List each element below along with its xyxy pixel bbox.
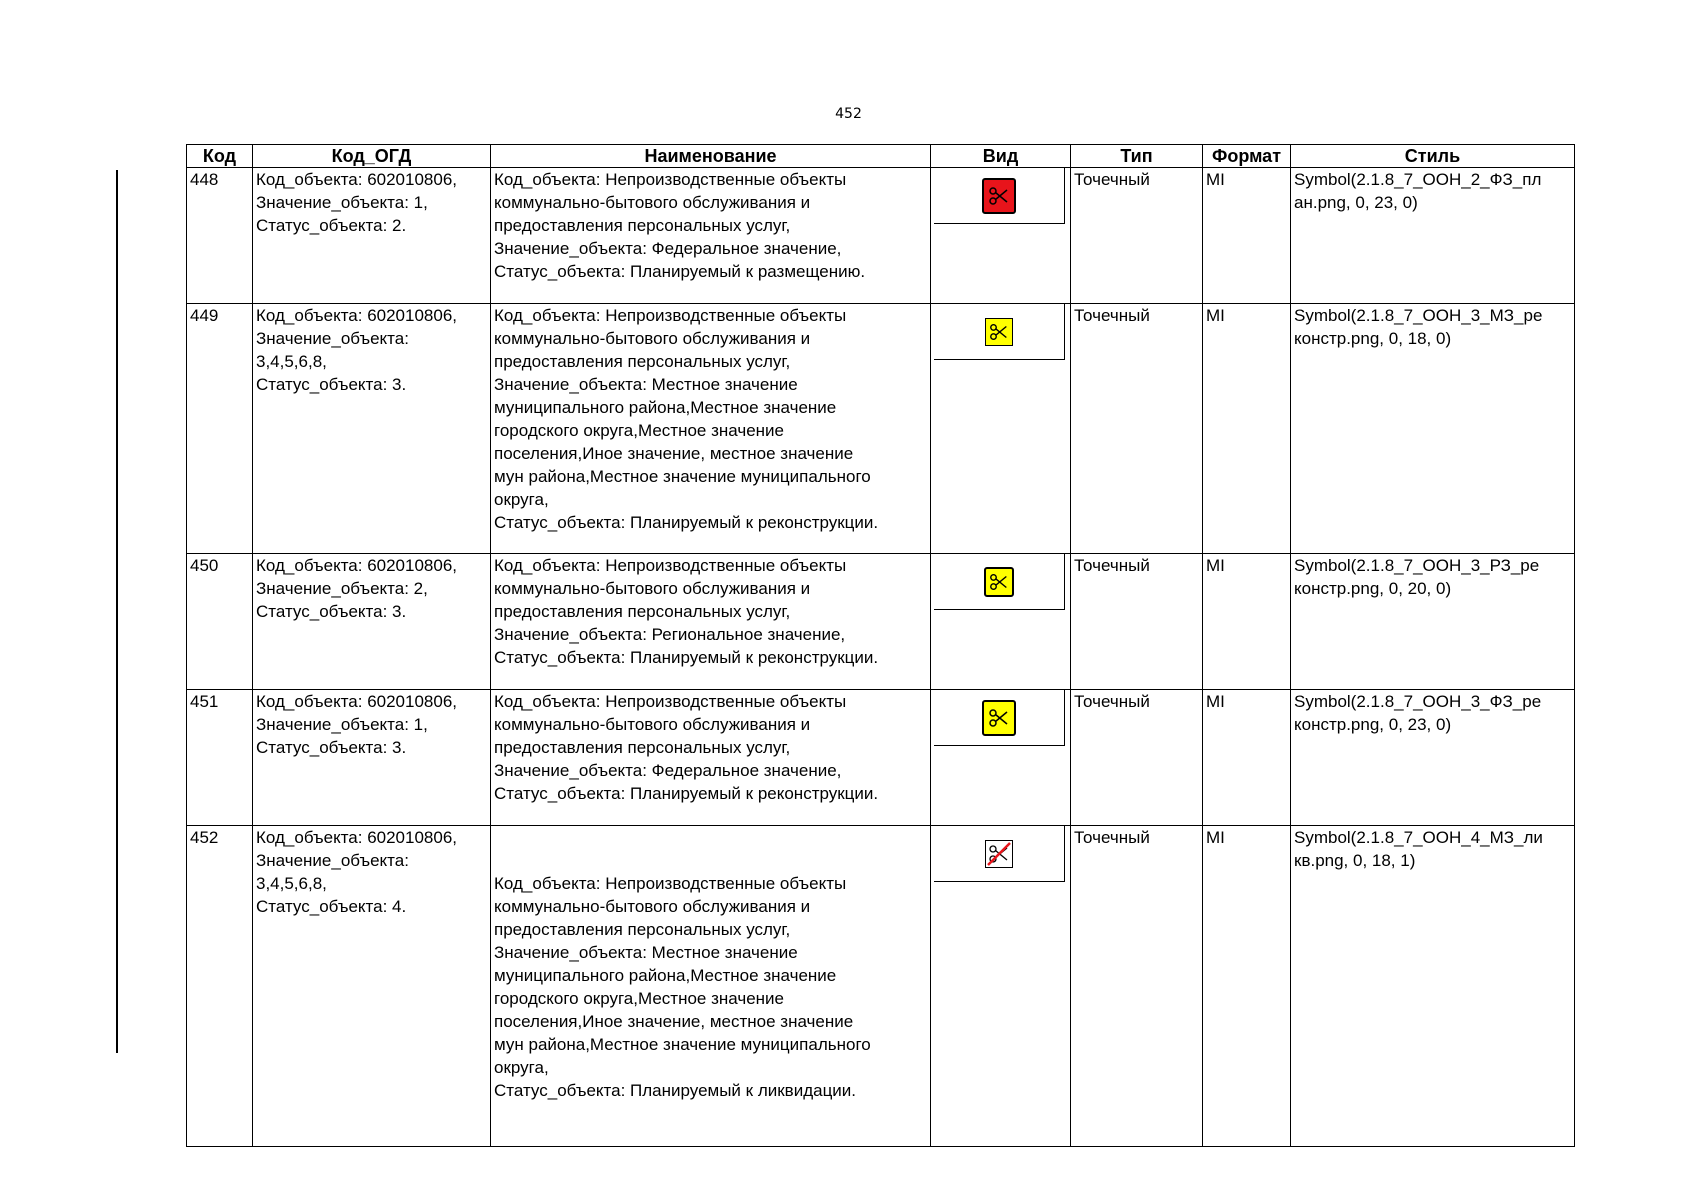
row-code: 448 bbox=[187, 168, 253, 304]
margin-line bbox=[116, 170, 118, 1053]
header-view: Вид bbox=[931, 145, 1071, 168]
row-type: Точечный bbox=[1071, 554, 1203, 690]
page-number: 452 bbox=[835, 106, 862, 122]
row-format: MI bbox=[1203, 554, 1291, 690]
row-view bbox=[931, 304, 1071, 554]
row-type: Точечный bbox=[1071, 304, 1203, 554]
scissors-crossed-icon bbox=[985, 840, 1013, 868]
table-row bbox=[187, 826, 1575, 1147]
row-type: Точечный bbox=[1071, 690, 1203, 826]
row-view bbox=[931, 554, 1071, 690]
row-name: Код_объекта: Непроизводственные объекты коммунально-бытового обслуживания и предоставления персональных услуг, Значение_объекта: Федеральное значение, Статус_объекта: Планируемый к реконструкции. bbox=[491, 690, 931, 826]
header-code: Код bbox=[187, 145, 253, 168]
row-code-ogd: Код_объекта: 602010806, Значение_объекта: 2, Статус_объекта: 3. bbox=[253, 554, 491, 690]
table-row bbox=[187, 168, 1575, 304]
row-code: 452 bbox=[187, 826, 253, 1147]
row-name bbox=[491, 826, 931, 1147]
row-format: MI bbox=[1203, 690, 1291, 826]
row-format: MI bbox=[1203, 168, 1291, 304]
row-view bbox=[931, 826, 1071, 1147]
row-style: Symbol(2.1.8_7_ООН_3_МЗ_ре констр.png, 0, 18, 0) bbox=[1291, 304, 1575, 554]
row-type: Точечный bbox=[1071, 168, 1203, 304]
row-style: Symbol(2.1.8_7_ООН_3_ФЗ_ре констр.png, 0, 23, 0) bbox=[1291, 690, 1575, 826]
row-format: MI bbox=[1203, 304, 1291, 554]
row-style: Symbol(2.1.8_7_ООН_2_ФЗ_пл ан.png, 0, 23, 0) bbox=[1291, 168, 1575, 304]
row-view bbox=[931, 168, 1071, 304]
row-code-ogd: Код_объекта: 602010806, Значение_объекта: 3,4,5,6,8, Статус_объекта: 4. bbox=[253, 826, 491, 1147]
scissors-red-icon bbox=[982, 178, 1016, 214]
legend-table bbox=[186, 144, 1575, 1147]
header-code-ogd: Код_ОГД bbox=[253, 145, 491, 168]
row-view bbox=[931, 690, 1071, 826]
table-row bbox=[187, 690, 1575, 826]
row-type: Точечный bbox=[1071, 826, 1203, 1147]
row-name: Код_объекта: Непроизводственные объекты коммунально-бытового обслуживания и предоставления персональных услуг, Значение_объекта: Региональное значение, Статус_объекта: Планируемый к реконструкции. bbox=[491, 554, 931, 690]
table-row bbox=[187, 554, 1575, 690]
row-name: Код_объекта: Непроизводственные объекты коммунально-бытового обслуживания и предоставления персональных услуг, Значение_объекта: Федеральное значение, Статус_объекта: Планируемый к размещению. bbox=[491, 168, 931, 304]
row-name-text: Код_объекта: Непроизводственные объекты коммунально-бытового обслуживания и предоставления персональных услуг, Значение_объекта: Местное значение муниципального района,Местное значение городского округа,Местное значение поселения,Иное значение, местное значение мун района,Местное значение муниципального округа, Статус_объекта: Планируемый к ликвидации. bbox=[494, 874, 871, 1100]
header-style: Стиль bbox=[1291, 145, 1575, 168]
scissors-yellow-icon bbox=[985, 318, 1013, 346]
row-style: Symbol(2.1.8_7_ООН_4_МЗ_ли кв.png, 0, 18, 1) bbox=[1291, 826, 1575, 1147]
row-style: Symbol(2.1.8_7_ООН_3_РЗ_ре констр.png, 0, 20, 0) bbox=[1291, 554, 1575, 690]
scissors-yellow-icon bbox=[982, 700, 1016, 736]
table-row bbox=[187, 304, 1575, 554]
row-code: 449 bbox=[187, 304, 253, 554]
header-name: Наименование bbox=[491, 145, 931, 168]
row-code: 450 bbox=[187, 554, 253, 690]
scissors-yellow-icon bbox=[984, 567, 1014, 597]
header-type: Тип bbox=[1071, 145, 1203, 168]
row-name: Код_объекта: Непроизводственные объекты коммунально-бытового обслуживания и предоставления персональных услуг, Значение_объекта: Местное значение муниципального района,Местное значение городского округа,Местное значение поселения,Иное значение, местное значение мун района,Местное значение муниципального округа, Статус_объекта: Планируемый к реконструкции. bbox=[491, 304, 931, 554]
row-code: 451 bbox=[187, 690, 253, 826]
header-row bbox=[187, 145, 1575, 168]
row-code-ogd: Код_объекта: 602010806, Значение_объекта: 3,4,5,6,8, Статус_объекта: 3. bbox=[253, 304, 491, 554]
row-code-ogd: Код_объекта: 602010806, Значение_объекта: 1, Статус_объекта: 3. bbox=[253, 690, 491, 826]
header-format: Формат bbox=[1203, 145, 1291, 168]
row-format: MI bbox=[1203, 826, 1291, 1147]
row-code-ogd: Код_объекта: 602010806, Значение_объекта: 1, Статус_объекта: 2. bbox=[253, 168, 491, 304]
